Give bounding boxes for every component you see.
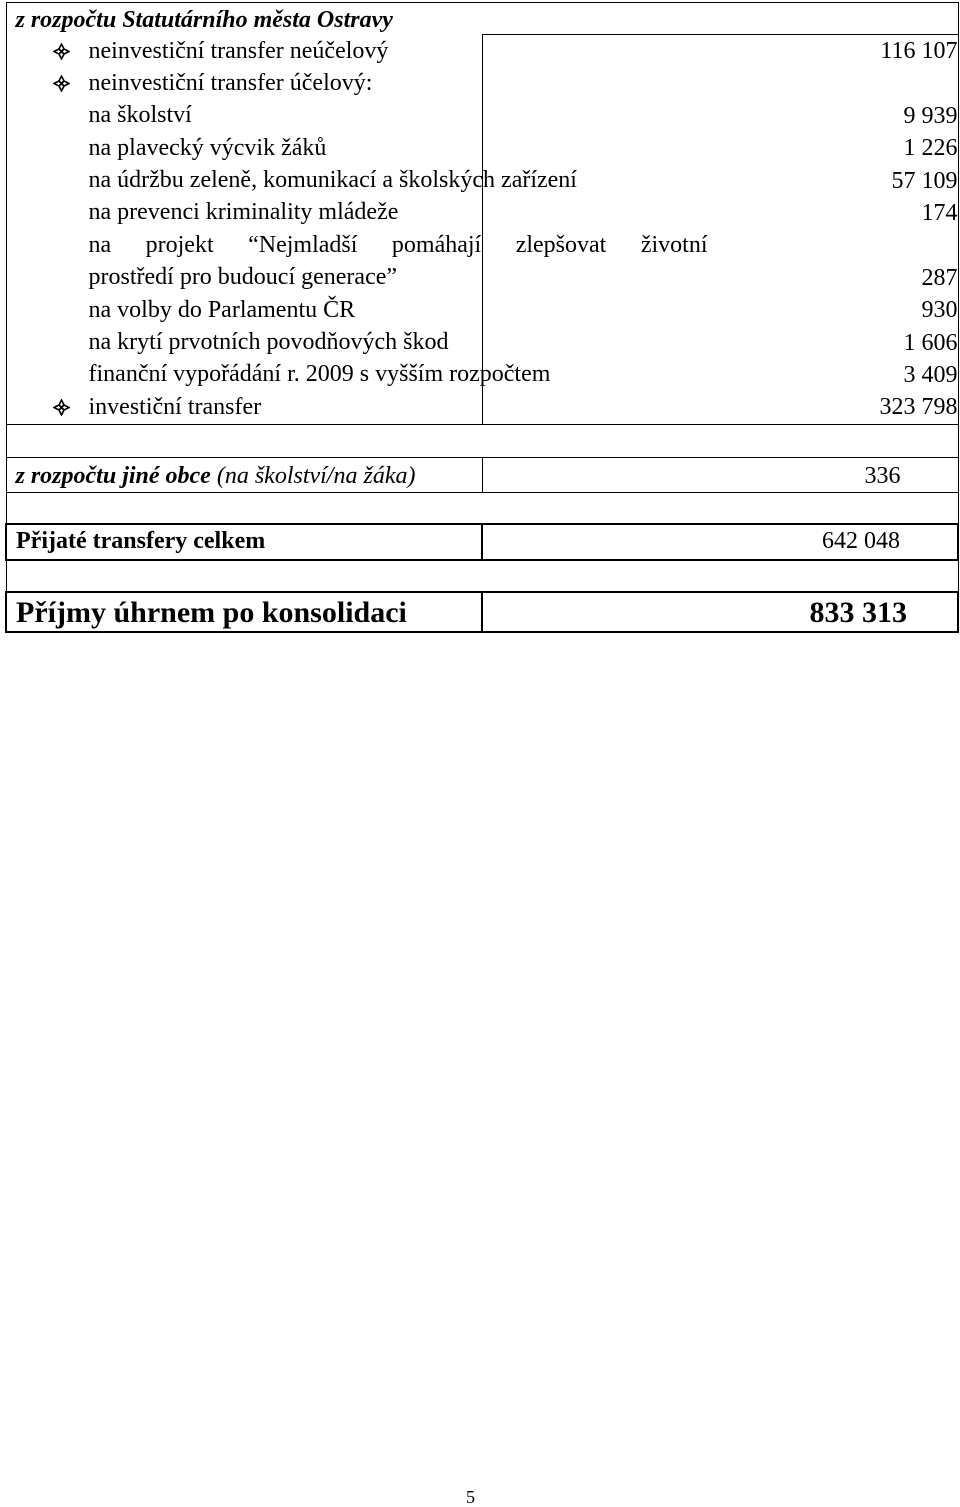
item-label-line1 [89,229,708,261]
section1-title: z rozpočtu Statutárního města Ostravy [6,3,958,35]
list-item [7,261,482,293]
spacer-cell [6,492,958,524]
item-label: na plavecký výcvik žáků [88,134,327,161]
spacer-row [6,560,958,592]
spacer-row [6,492,958,524]
item-value: 174 [921,200,958,227]
item-label: na školství [88,102,192,129]
diamond-bullet-icon [51,67,75,99]
item-label: finanční vypořádání r. 2009 s vyšším rozpočtem [88,361,551,388]
item-value-empty [483,67,958,99]
word: “Nejmladší [248,231,358,258]
item-label: na údržbu zeleně, komunikací a školských zařízení [88,167,577,194]
item-value: 1 226 [903,135,958,162]
word: pomáhají [391,231,482,258]
section1-title-row [6,3,958,35]
item-label: na krytí prvotních povodňových škod [88,329,449,356]
list-item [7,35,482,67]
item-value: 287 [921,264,958,291]
spacer-row [6,424,958,457]
section3-value: 642 048 [482,524,958,560]
section4-label: Příjmy úhrnem po konsolidaci [6,592,482,632]
list-item [7,67,482,99]
item-value: 3 409 [903,362,958,389]
list-item [7,132,482,164]
list-item [7,164,577,196]
section1-labels [6,35,708,425]
section4-row [6,592,958,632]
word: projekt [145,231,214,258]
section3-row [6,524,958,560]
item-label: investiční transfer [88,393,262,420]
list-item [7,99,482,131]
word: životní [640,231,708,258]
section2-row [6,457,958,492]
page-number: 5 [466,1487,475,1507]
section2-label-bold: z rozpočtu jiné obce [15,462,211,489]
item-value: 323 798 [879,394,958,421]
list-item [7,391,482,423]
item-value: 116 107 [880,38,958,64]
list-item [7,358,551,390]
list-item [7,196,482,228]
item-value: 1 606 [903,329,958,356]
section2-label [6,457,482,492]
word: na [88,231,112,258]
section4-value: 833 313 [482,592,958,632]
diamond-bullet-icon [51,391,75,423]
item-label: na prevenci kriminality mládeže [88,199,399,226]
spacer-cell [6,424,958,457]
section1-items-row [6,35,958,425]
item-label-line2: prostředí pro budoucí generace” [88,264,398,291]
item-label: neinvestiční transfer neúčelový [88,37,389,64]
item-value: 9 939 [903,102,958,129]
list-item [7,326,482,358]
section2-label-italic: (na školství/na žáka) [210,462,416,489]
item-value: 930 [921,297,958,324]
section3-label: Přijaté transfery celkem [6,524,482,560]
section2-value: 336 [482,457,958,492]
diamond-bullet-icon [51,35,75,67]
item-label: neinvestiční transfer účelový: [88,69,373,96]
list-item [7,229,708,261]
spacer-cell [6,560,958,592]
item-label: na volby do Parlamentu ČR [88,296,356,323]
item-value: 57 109 [891,167,958,194]
list-item [7,294,482,326]
word: zlepšovat [515,231,607,258]
budget-table [5,2,959,633]
